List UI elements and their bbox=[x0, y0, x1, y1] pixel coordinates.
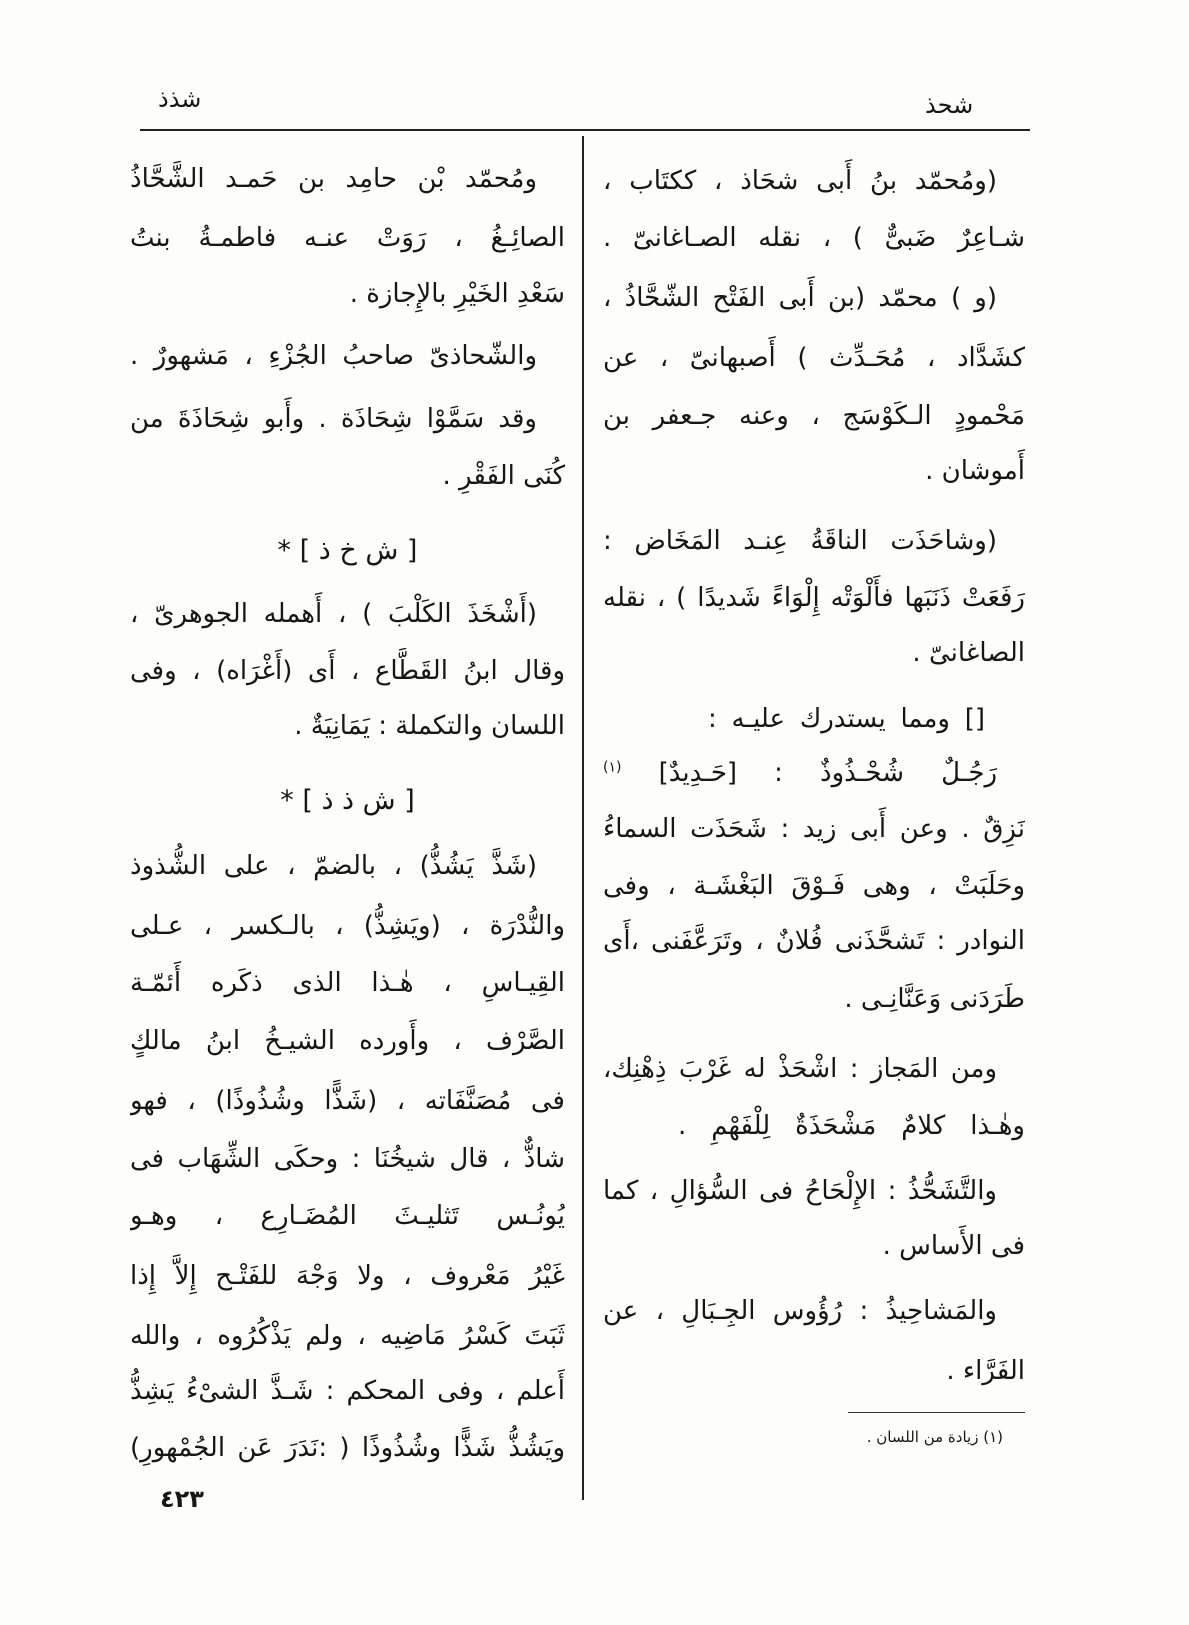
text-line: (وشاحَذَت الناقَةُ عِنـد المَخَاض : bbox=[603, 526, 997, 556]
text-line: (و ) محمّد (بن أَبى الفَتْح الشّحَّاذُ ، bbox=[603, 283, 997, 313]
text-line bbox=[603, 750, 1025, 796]
text-line: ويَشُذُّ شَذًّا وشُذُوذًا ( :نَدَرَ عَن الجُمْهورِ) bbox=[130, 1433, 565, 1463]
text-line: (أَشْخَذَ الكَلْبَ ) ، أَهمله الجوهرىّ ، bbox=[130, 599, 537, 629]
text-line: فى الأَساس . bbox=[882, 1231, 1025, 1261]
text-line: أَموشان . bbox=[925, 456, 1025, 486]
text-line: الصائِـغُ ، رَوَتْ عنـه فاطمـةُ بنتُ bbox=[130, 223, 565, 253]
text-line: النوادر : تَشحَّذَنى فُلانٌ ، وتَرَعَّفَنى ،أَى bbox=[603, 926, 1025, 956]
footnote: (١) زيادة من اللسان . bbox=[866, 1428, 1003, 1446]
text-line: أَعلم ، وفى المحكم : شَـذَّ الشىْءُ يَشِذُّ bbox=[130, 1376, 565, 1406]
text-line: نَزِقٌ . وعن أَبى زيد : شَحَذَت السماءُ bbox=[603, 814, 1025, 844]
footnote-rule bbox=[848, 1412, 1025, 1413]
column-divider bbox=[582, 136, 584, 1500]
entry-heading: [ ش ذ ذ ] * bbox=[280, 785, 415, 816]
text-line: شاذٌّ ، قال شيخُنَا : وحكَى الشِّهَاب فى bbox=[130, 1144, 565, 1174]
text-line: كُنَى الفَقْرِ . bbox=[442, 461, 565, 491]
text-line: الفَرَّاء . bbox=[946, 1356, 1025, 1386]
text-line: والتَّشَحُّذُ : الإِلْحَاحُ فى السُّؤالِ ، كما bbox=[603, 1176, 997, 1206]
text-line: يُونُـس تَثليـثَ المُضَـارِع ، وهـو bbox=[130, 1201, 565, 1231]
text-line: ومُحمّد بْن حامِد بن حَمـد الشَّحَّاذُ bbox=[130, 164, 537, 194]
text-line: وحَلَبَتْ ، وهى فَـوْقَ البَغْشَـة ، وفى bbox=[603, 871, 1025, 901]
text-line: وقد سَمَّوْا شِحَاذَة . وأَبو شِحَاذَةَ من bbox=[130, 404, 537, 434]
text-line: فى مُصَنَّفَاته ، (شَذًّا وشُذُوذًا) ، فهو bbox=[130, 1086, 565, 1116]
running-head-right: شحذ bbox=[925, 91, 974, 119]
left-column bbox=[130, 0, 565, 1625]
text-line: اللسان والتكملة : يَمَانِيَةٌ . bbox=[294, 711, 565, 741]
line-text: رَجُـلٌ شُحْـذُوذٌ : [حَـدِيدٌ] bbox=[658, 758, 997, 788]
footnote-marker: (١) bbox=[603, 759, 622, 776]
right-column bbox=[603, 0, 1025, 1625]
text-line: كشَدَّاد ، مُحَـدِّث ) أَصبهانىّ ، عن bbox=[603, 343, 1025, 373]
text-line: سَعْدِ الخَيْرِ بالإِجازة . bbox=[349, 279, 565, 309]
running-head-left: شذذ bbox=[158, 85, 202, 113]
text-line: شـاعِرٌ ضَبىٌّ ) ، نقله الصـاغانىّ . bbox=[603, 223, 1025, 253]
text-line: طَرَدَنى وَعَنَّانِـى . bbox=[844, 984, 1025, 1014]
text-line: ومن المَجاز : اشْحَذْ له غَرْبَ ذِهْنِك، bbox=[603, 1054, 997, 1084]
text-line: وهٰـذا كلامٌ مَشْحَذَةٌ لِلْفَهْمِ . bbox=[678, 1111, 1025, 1141]
page-number: ٤٢٣ bbox=[160, 1485, 204, 1513]
text-line: ثَبَتَ كَسْرُ مَاضِيه ، ولم يَذْكُرُوه ، والله bbox=[130, 1321, 565, 1351]
text-line: والمَشاحِيذُ : رُؤُوس الجِـبَالِ ، عن bbox=[603, 1296, 997, 1326]
text-line: (شَذَّ يَشُذُّ) ، بالضمّ ، على الشُّذوذ bbox=[130, 851, 537, 881]
text-line: الصَّرْف ، وأَورده الشيـخُ ابنُ مالكٍ bbox=[130, 1026, 565, 1056]
text-line: الصاغانىّ . bbox=[912, 638, 1025, 668]
text-line: القِيـاسِ ، هٰـذا الذى ذكَره أَئمّـة bbox=[130, 968, 565, 998]
text-line: والنُّدْرَة ، (ويَشِذُّ) ، بالـكسر ، عـلى bbox=[130, 911, 565, 941]
text-line: مَحْمودٍ الـكَوْسَج ، وعنه جـعفر بن bbox=[603, 401, 1025, 431]
addenda-heading: [] ومما يستدرك عليـه : bbox=[708, 704, 985, 734]
text-line: والشّحاذىّ صاحبُ الجُزْءِ ، مَشهورٌ . bbox=[130, 341, 537, 371]
text-line: وقال ابنُ القَطَّاع ، أَى (أَغْرَاه) ، وفى bbox=[130, 656, 565, 686]
text-line: رَفَعَتْ ذَنَبَها فأَلْوَتْه إِلْوَاءً شَديدًا ) ، نقله bbox=[603, 583, 1025, 613]
text-line: (ومُحمّد بنُ أَبى شحَاذ ، ككتَاب ، bbox=[603, 166, 997, 196]
text-line: غَيْرُ مَعْروف ، ولا وَجْهَ للفَتْـح إِلاَّ إِذا bbox=[130, 1261, 565, 1291]
entry-heading: [ ش خ ذ ] * bbox=[277, 535, 418, 566]
